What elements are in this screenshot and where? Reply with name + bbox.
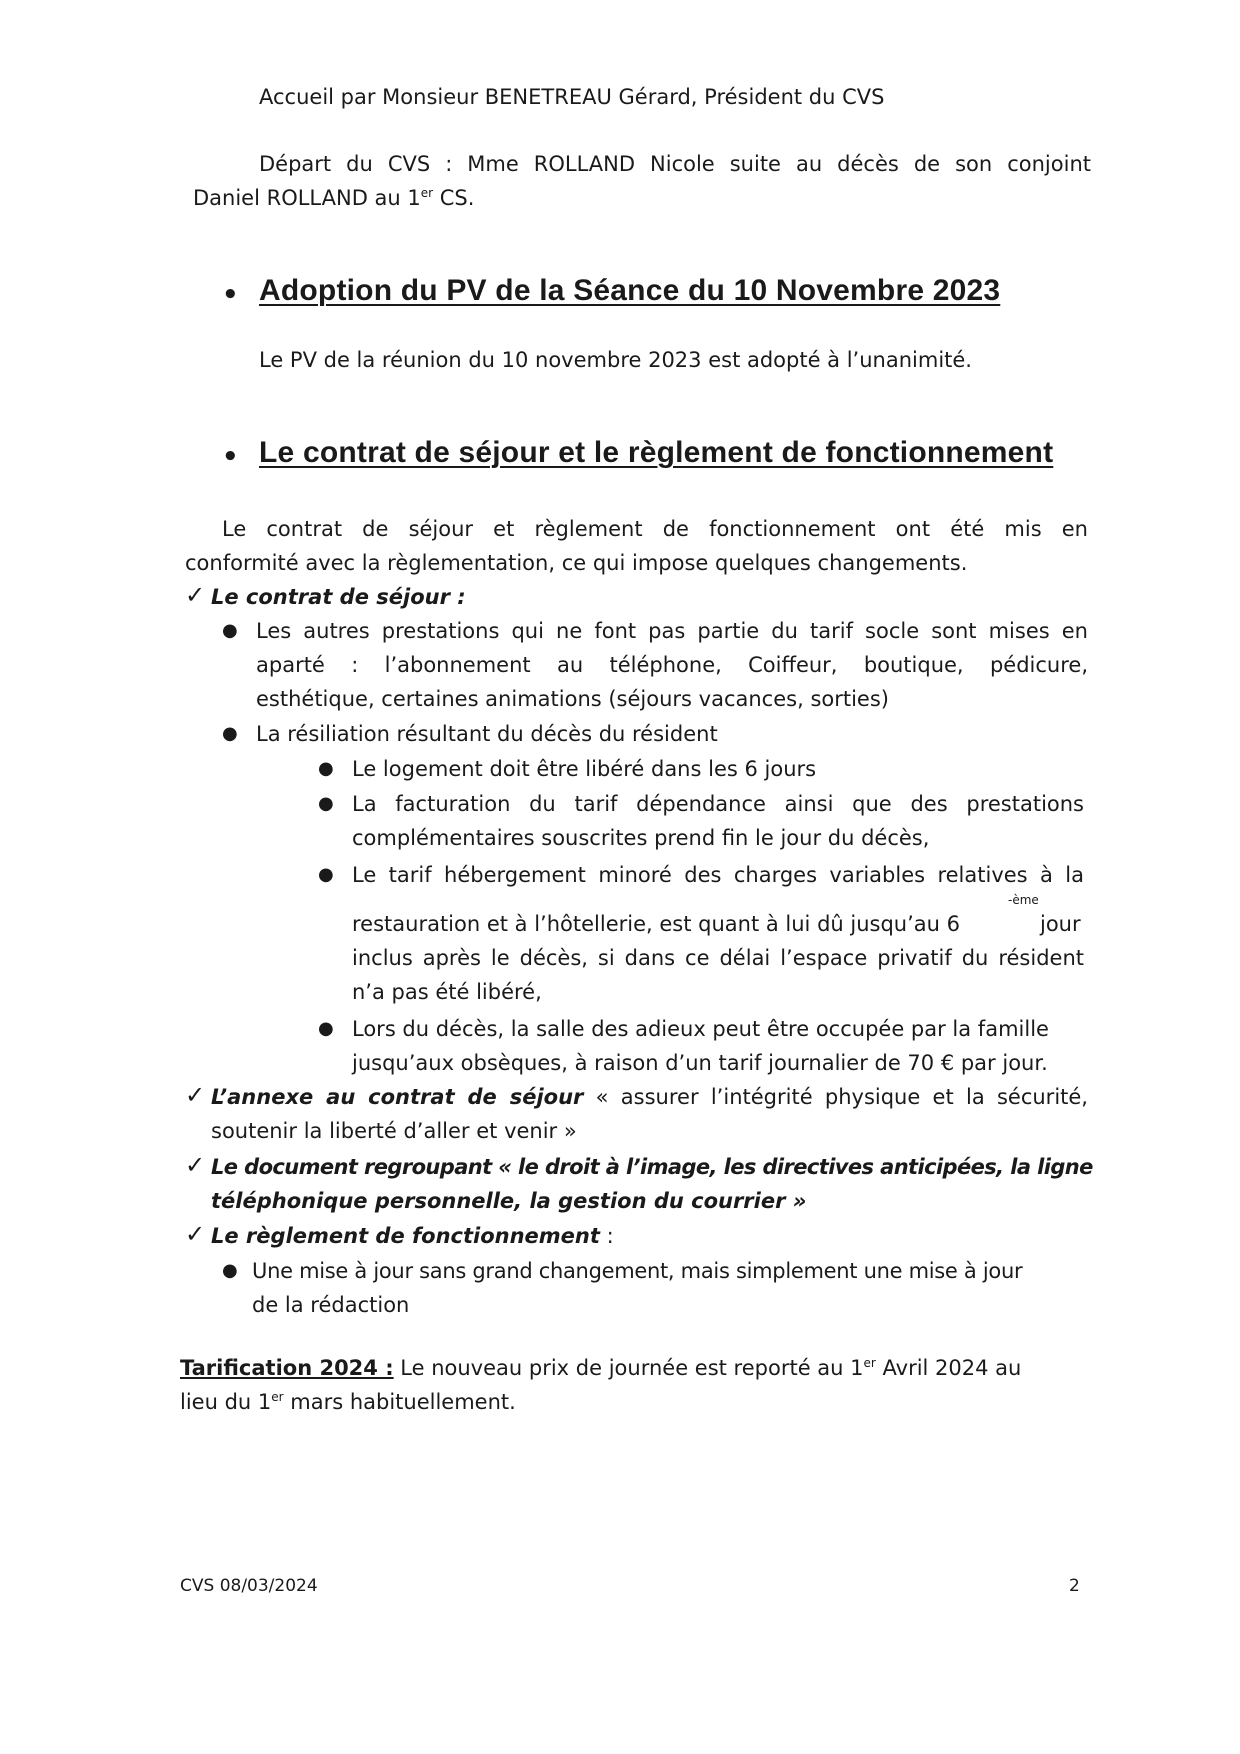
checkmark-icon: ✓ [185,581,206,609]
list-item-text: Les autres prestations qui ne font pas partie du tarif socle sont mises en [256,619,1088,643]
list-item-text: esthétique, certaines animations (séjours vacances, sorties) [256,687,889,711]
section-bullet: • [222,280,239,310]
sublist-item-text: inclus après le décès, si dans ce délai l’espace privatif du résident [352,946,1084,970]
contrat-intro-line-2: conformité avec la règlementation, ce qui impose quelques changements. [185,551,968,575]
list-item-text: La résiliation résultant du décès du résident [256,722,718,746]
sublist-item-text: complémentaires souscrites prend fin le jour du décès, [352,826,930,850]
bullet-icon: ● [318,1018,334,1039]
page-number: 2 [1069,1576,1080,1596]
footer-date: CVS 08/03/2024 [180,1576,318,1596]
section-bullet: • [222,442,239,472]
sublist-item-text: jour [1040,912,1081,936]
document-line-2: téléphonique personnelle, la gestion du courrier » [211,1189,807,1213]
sublist-item-text: La facturation du tarif dépendance ainsi que des prestations [352,792,1084,816]
bullet-icon: ● [222,1260,238,1281]
checkmark-icon: ✓ [185,1220,206,1248]
sublist-item-text: jusqu’aux obsèques, à raison d’un tarif journalier de 70 € par jour. [352,1051,1048,1075]
sublist-item-text: Le tarif hébergement minoré des charges variables relatives à la [352,863,1084,887]
pv-adoption-text: Le PV de la réunion du 10 novembre 2023 est adopté à l’unanimité. [259,348,972,372]
annexe-line-1: L’annexe au contrat de séjour « assurer l’intégrité physique et la sécurité, [211,1085,1088,1109]
section-heading-pv: Adoption du PV de la Séance du 10 Novembre 2023 [259,274,1001,307]
sublist-item-text: restauration et à l’hôtellerie, est quant à lui dû jusqu’au 6 [352,912,960,936]
bullet-icon: ● [318,864,334,885]
contrat-intro-line-1: Le contrat de séjour et règlement de fonctionnement ont été mis en [222,517,1088,541]
list-item-text: aparté : l’abonnement au téléphone, Coiffeur, boutique, pédicure, [256,653,1088,677]
tarification-line-1: Tarification 2024 : Le nouveau prix de journée est reporté au 1er Avril 2024 au [180,1356,1022,1380]
reglement-label: Le règlement de fonctionnement : [211,1224,614,1248]
contrat-sejour-label: Le contrat de séjour : [211,585,466,609]
sublist-item-text: n’a pas été libéré, [352,980,542,1004]
list-item-text: de la rédaction [252,1293,410,1317]
bullet-icon: ● [222,723,238,744]
checkmark-icon: ✓ [185,1151,206,1179]
checkmark-icon: ✓ [185,1081,206,1109]
annexe-line-2: soutenir la liberté d’aller et venir » [211,1119,577,1143]
list-item-text: Une mise à jour sans grand changement, mais simplement une mise à jour [252,1259,1023,1283]
bullet-icon: ● [318,793,334,814]
sublist-item-text: Le logement doit être libéré dans les 6 jours [352,757,817,781]
departure-line-2: Daniel ROLLAND au 1er CS. [193,186,475,210]
welcome-line: Accueil par Monsieur BENETREAU Gérard, Président du CVS [259,85,885,109]
sublist-item-text: Lors du décès, la salle des adieux peut être occupée par la famille [352,1017,1049,1041]
bullet-icon: ● [222,620,238,641]
ordinal-superscript: -ème [1008,893,1039,907]
tarification-line-2: lieu du 1er mars habituellement. [180,1390,516,1414]
departure-line-1: Départ du CVS : Mme ROLLAND Nicole suite au décès de son conjoint [259,152,1091,176]
bullet-icon: ● [318,758,334,779]
document-line-1: Le document regroupant « le droit à l’image, les directives anticipées, la ligne [211,1155,1093,1179]
section-heading-contrat: Le contrat de séjour et le règlement de fonctionnement [259,436,1054,469]
